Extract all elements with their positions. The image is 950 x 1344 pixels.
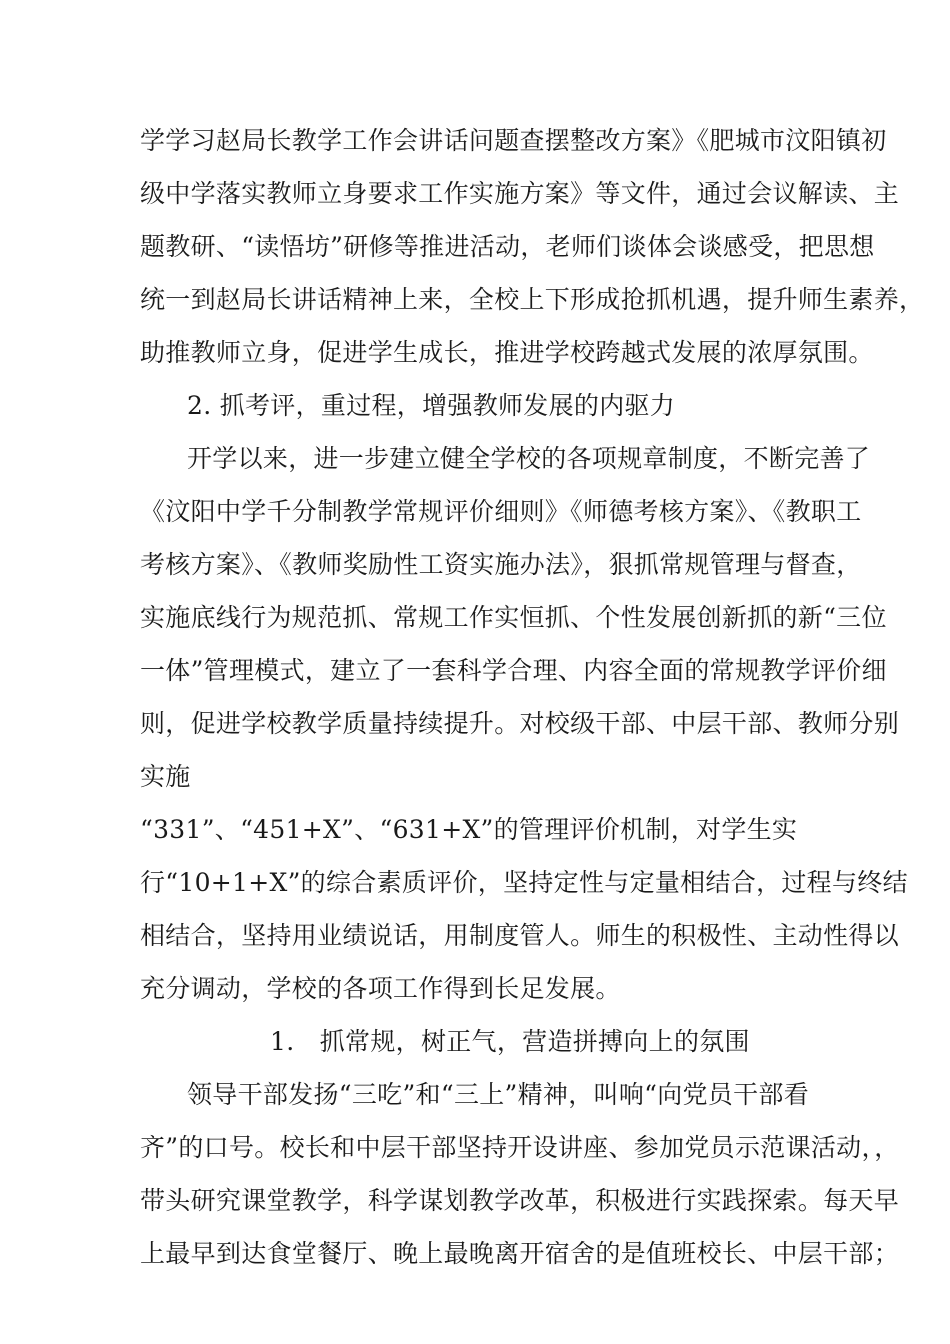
text-line: 考核方案》、《教师奖励性工资实施办法》，狠抓常规管理与督查， bbox=[140, 550, 862, 579]
text-line: 题教研、“读悟坊”研修等推进活动，老师们谈体会谈感受，把思想 bbox=[140, 232, 875, 261]
text-line: “331”、“451+X”、“631+X”的管理评价机制，对学生实 bbox=[140, 815, 798, 844]
text-line: 一体”管理模式，建立了一套科学合理、内容全面的常规教学评价细 bbox=[140, 656, 887, 685]
text-line: 带头研究课堂教学，科学谋划教学改革，积极进行实践探索。每天早 bbox=[140, 1186, 900, 1215]
text-line: 统一到赵局长讲话精神上来，全校上下形成抢抓机遇，提升师生素养， bbox=[140, 285, 925, 314]
text-line: 实施 bbox=[140, 762, 191, 791]
text-line: 领导干部发扬“三吃”和“三上”精神，叫响“向党员干部看 bbox=[187, 1080, 810, 1109]
text-line: 相结合，坚持用业绩说话，用制度管人。师生的积极性、主动性得以 bbox=[140, 921, 900, 950]
text-line: 实施底线行为规范抓、常规工作实恒抓、个性发展创新抓的新“三位 bbox=[140, 603, 887, 632]
text-line: 开学以来，进一步建立健全学校的各项规章制度，不断完善了 bbox=[187, 444, 871, 473]
section-heading: 2. 抓考评，重过程，增强教师发展的内驱力 bbox=[187, 391, 676, 420]
text-line: 则，促进学校教学质量持续提升。对校级干部、中层干部、教师分别 bbox=[140, 709, 900, 738]
text-line: 齐”的口号。校长和中层干部坚持开设讲座、参加党员示范课活动，， bbox=[140, 1133, 900, 1162]
text-line: 《汶阳中学千分制教学常规评价细则》《师德考核方案》、《教职工 bbox=[140, 497, 862, 526]
text-line: 充分调动，学校的各项工作得到长足发展。 bbox=[140, 974, 621, 1003]
text-line: 上最早到达食堂餐厅、晚上最晚离开宿舍的是值班校长、中层干部； bbox=[140, 1239, 900, 1268]
text-line: 助推教师立身，促进学生成长，推进学校跨越式发展的浓厚氛围。 bbox=[140, 338, 874, 367]
text-line: 行“10+1+X”的综合素质评价，坚持定性与定量相结合，过程与终结 bbox=[140, 868, 908, 897]
section-heading: 1. 抓常规，树正气，营造拼搏向上的氛围 bbox=[270, 1027, 750, 1056]
text-line: 级中学落实教师立身要求工作实施方案》等文件，通过会议解读、主 bbox=[140, 179, 900, 208]
text-line: 学学习赵局长教学工作会讲话问题查摆整改方案》《肥城市汶阳镇初 bbox=[140, 126, 887, 155]
